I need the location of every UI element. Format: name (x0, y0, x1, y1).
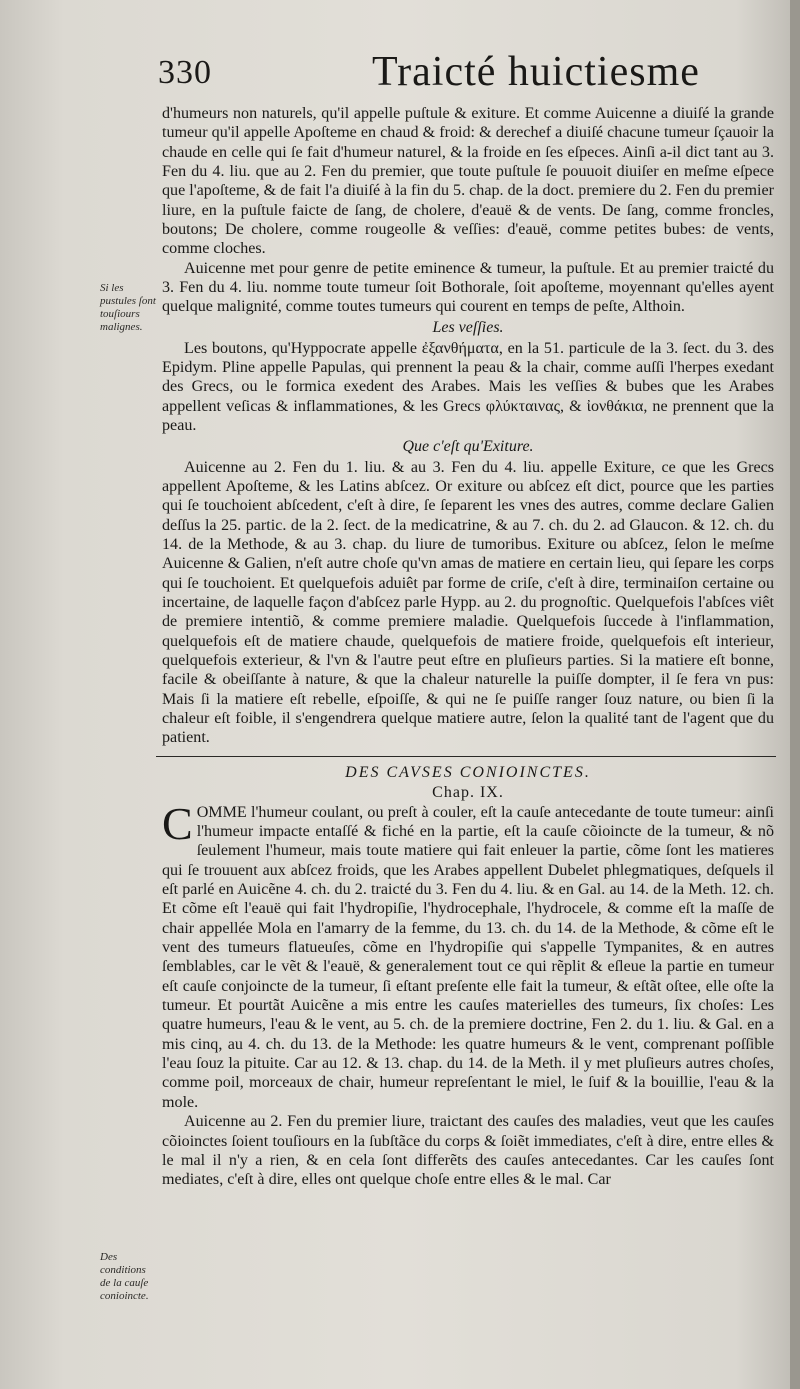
chapter-title: DES CAVSES CONIOINCTES. (345, 763, 591, 781)
paragraph-3: Les boutons, qu'Hyppocrate appelle ἐξανθήματα, en la 51. particule de la 3. ſect. du 3. des Epidym. Pline appelle Papulas, qui prennent la peau & la chair, comme auſſi l'herpes exedant des Grecs, ou le formica exedent des Arabes. Mais les veſſies & bubes que les Arabes appellent veſicas & inflammationes, & les Grecs φλύκταινας, & ἰονθάκια, ne prennent que la peau. (162, 339, 774, 435)
subheading-exiture: Que c'eſt qu'Exiture. (402, 437, 534, 455)
running-title: Traicté huictiesme (372, 49, 700, 95)
paragraph-5 (162, 797, 774, 1113)
chapter-number: Chap. IX. (432, 783, 504, 801)
drop-cap: C (162, 797, 193, 849)
text-body (162, 104, 774, 1190)
paragraph-5-text: OMME l'humeur coulant, ou preſt à couler, eſt la cauſe antecedante de toute tumeur: ainſi l'humeur impacte entaſſé & fiché en la partie, eſt la cauſe cõioincte de la tumeur, & nõ ſeulement l'humeur, mais toute matiere qui fait enleuer la partie, cõme ſont les matieres qui ſe trouuent aux abſcez froids, que les Arabes appellent Dubelet phlegmatiques, deſquels il eſt parlé en Auicẽne 4. ch. du 2. traicté du 3. Fen du 4. liu. & en Gal. au 14. de la Meth. 12. ch. Et cõme eſt l'eauë qui fait l'hydropiſie, l'hydrocephale, l'hydrocele, & comme eſt la maſſe de chair appellée Mola en l'amarry de la femme, du 13. ch. du 14. de la Methode, & cõme eſt le vent des tumeurs flatueuſes, cõme en l'hydropiſie qui s'appelle Tympanites, & en autres ſemblables, car le vẽt & l'eauë, & generalement tout ce qui rẽplit & eſleue la partie en tumeur eſt cauſe conjoincte de la tumeur, ſi eſtant preſente elle fait la tumeur, & eſtãt oſtee, elle oſte la tumeur. Et pourtãt Auicẽne a mis entre les cauſes materielles des tumeurs, ſix choſes: Les quatre humeurs, l'eau & le vent, au 5. ch. de la premiere doctrine, Fen 2. du 1. liu. & Gal. en a mis cinq, au 4. ch. du 13. de la Methode: les quatre humeurs & le vent, comprenant poſſible l'eau ſouz la pituite. Car au 12. & 13. chap. du 14. de la Meth. il y met pluſieurs autres choſes, comme poil, morceaux de chair, humeur repreſentant le miel, le ſuif & la bouillie, l'eau & la mole. (162, 803, 774, 1111)
running-header (150, 48, 790, 98)
margin-note-conditions: Des conditions de la cauſe conioincte. (100, 1251, 149, 1302)
paragraph-1: d'humeurs non naturels, qu'il appelle puſtule & exiture. Et comme Auicenne a diuiſé la grande tumeur qu'il appelle Apoſteme en chaud & froid: & derechef a diuiſé chacune tumeur ſçauoir la chaude en celle qui ſe fait d'humeur naturel, & la froide en ſes eſpeces. Ainſi a-il dict tant au 3. Fen du 4. liu. que au 2. Fen du premier, que toute puſtule ſe pouuoit diuiſer en meſme eſpece que l'apoſteme, & de fait l'a diuiſé à la fin du 5. chap. de la doct. premiere du 2. Fen du premier liure, en la puſtule faicte de ſang, de cholere, d'eauë & de vents. De ſang, comme froncles, boutons; De cholere, comme rougeolle & veſſies: d'eauë, comme petites bubes: de vents, comme cloches. (162, 105, 774, 258)
page-number: 330 (158, 54, 212, 91)
paragraph-4: Auicenne au 2. Fen du 1. liu. & au 3. Fen du 4. liu. appelle Exiture, ce que les Grecs appellent Apoſteme, & les Latins abſcez. Or exiture ou abſcez eſt dict, pource que les parties qui ſe touchoient abſcedent, c'eſt à dire, ſe ſeparent les vnes des autres, comme declare Galien deſſus la 25. partic. de la 2. ſect. de la medicatrine, & au 7. ch. du 2. ad Glaucon. & 12. ch. du 14. de la Methode, & au 3. chap. du liure de tumoribus. Exiture ou abſcez, ſelon le meſme Auicenne & Galien, n'eſt autre choſe qu'vn amas de matiere en certain lieu, qui ſepare les corps qui ſe touchoient. Et quelquefois aduiêt par forme de criſe, c'eſt à dire, terminaiſon certaine ou incertaine, de laquelle façon d'abſcez parle Hypp. au 2. du prognoſtic. Quelquefois l'abſces viêt de premiere intentiõ, & comme premiere maladie. Quelquefois ſuccede à l'inflammation, quelquefois eſt de matiere chaude, quelquefois de matiere froide, quelquefois eſt interieur, quelquefois exterieur, & l'vn & l'autre peut eſtre en pluſieurs parties. Si la matiere eſt bonne, facile & obeiſſante à nature, & que la chaleur naturelle la puiſſe dompter, il ſe fera vn pus: Mais ſi la matiere eſt rebelle, eſpoiſſe, & qui ne ſe puiſſe ranger ſouz nature, ou bien ſi la chaleur eſt foible, il s'engendrera quelque matiere autre, ſelon la qualité tant de l'agent que du patient. (162, 458, 774, 747)
paragraph-6: Auicenne au 2. Fen du premier liure, traictant des cauſes des maladies, veut que les cauſes cõioinctes ſoient touſiours en la ſubſtãce du corps & ſoiẽt immediates, c'eſt à dire, entre elles & le mal il n'y a rien, & en cela ſont differẽts des cauſes antecedantes. Car les cauſes ſont mediates, c'eſt à dire, elles ont quelque choſe entre elles & le mal. Car (162, 1113, 774, 1189)
subheading-vessies: Les veſſies. (432, 318, 504, 336)
section-rule (156, 756, 776, 757)
page-edge-shadow (790, 0, 800, 1389)
margin-note-pustules: Si les pustules ſont touſiours malignes. (100, 282, 156, 333)
paragraph-2: Auicenne met pour genre de petite eminence & tumeur, la puſtule. Et au premier traicté du 3. Fen du 4. liu. nomme toute tumeur ſoit Bothorale, ſoit apoſteme, moyennant qu'elles ayent quelque malignité, comme toutes tumeurs qui courent en temps de peſte, Althoin. (162, 259, 774, 316)
